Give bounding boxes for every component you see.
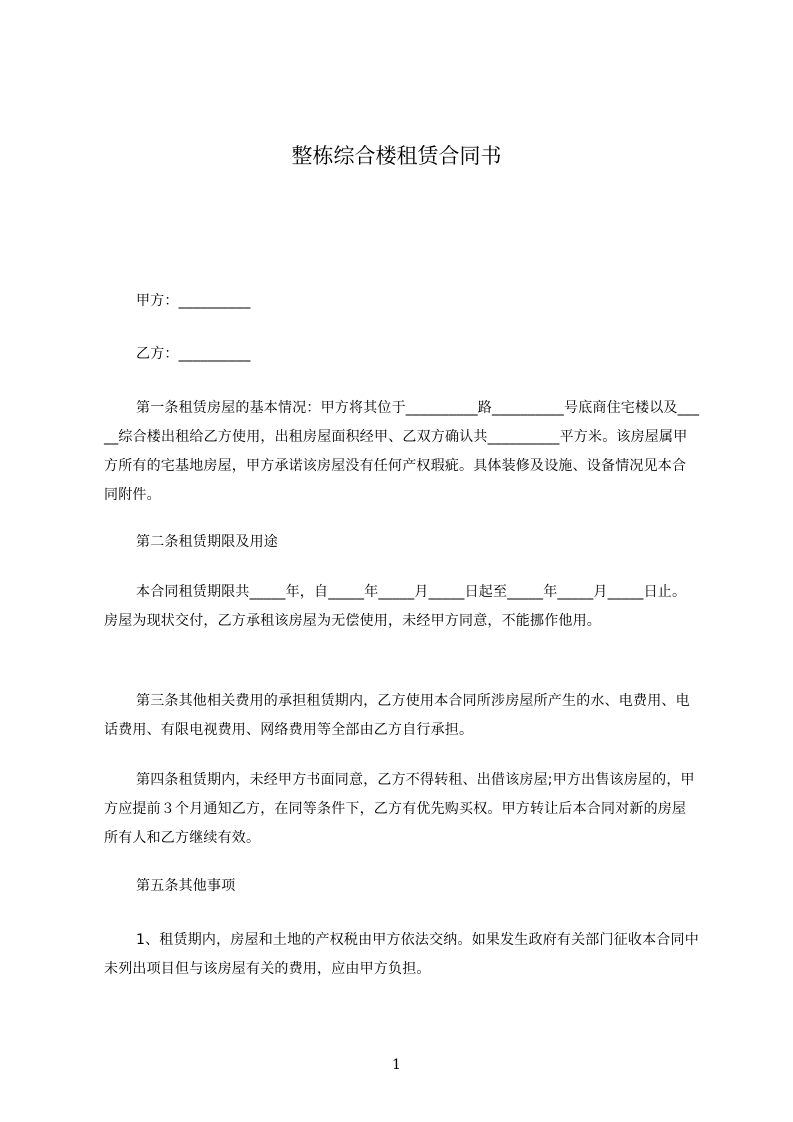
article-1-paragraph: 第一条租赁房屋的基本情况：甲方将其位于__________路__________号底商住宅楼以及_____综合楼出租给乙方使用，出租房屋面积经甲、乙双方确认共__________平方米。该房屋属甲方所有的宅基地房屋，甲方承诺该房屋没有任何产权瑕疵。具体装修及设施、设备情况见本合同附件。 xyxy=(104,400,700,503)
page-number: 1 xyxy=(392,1057,401,1073)
article-4-paragraph: 第四条租赁期内，未经甲方书面同意，乙方不得转租、出借该房屋;甲方出售该房屋的，甲方应提前３个月通知乙方，在同等条件下，乙方有优先购买权。甲方转让后本合同对新的房屋所有人和乙方继续有效。 xyxy=(104,772,695,846)
party-b-line: 乙方：__________ xyxy=(136,346,251,362)
page-title: 整栋综合楼租赁合同书 xyxy=(291,144,502,168)
article-3-paragraph: 第三条其他相关费用的承担租赁期内，乙方使用本合同所涉房屋所产生的水、电费用、电话费用、有限电视费用、网络费用等全部由乙方自行承担。 xyxy=(104,693,690,738)
article-5-item-1: 1、租赁期内，房屋和土地的产权税由甲方依法交纳。如果发生政府有关部门征收本合同中未列出项目但与该房屋有关的费用，应由甲方负担。 xyxy=(104,932,699,977)
article-2-paragraph: 本合同租赁期限共_____年，自_____年_____月_____日起至_____年_____月_____日止。房屋为现状交付，乙方承租该房屋为无偿使用，未经甲方同意，不能挪作他用。 xyxy=(104,584,687,629)
party-a-line: 甲方：__________ xyxy=(136,293,251,309)
article-2-heading: 第二条租赁期限及用途 xyxy=(136,534,278,550)
article-5-heading: 第五条其他事项 xyxy=(136,878,236,894)
